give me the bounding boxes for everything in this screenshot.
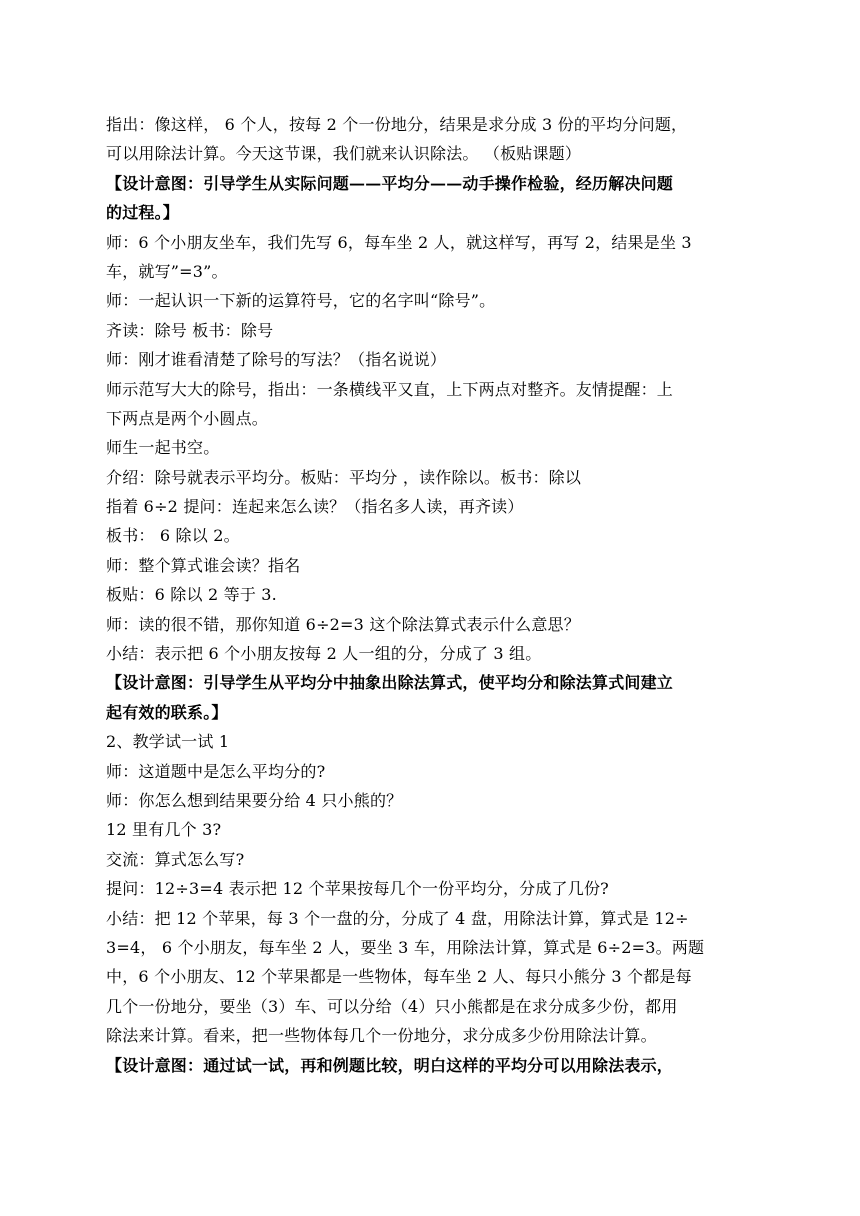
text-line: 师：刚才谁看清楚了除号的写法？（指名说说） bbox=[106, 350, 447, 370]
design-intent-line: 【设计意图：通过试一试，再和例题比较，明白这样的平均分可以用除法表示， bbox=[106, 1055, 674, 1075]
text-line: 小结：表示把 6 个小朋友按每 2 人一组的分，分成了 3 组。 bbox=[106, 644, 542, 664]
text-line: 师：读的很不错，那你知道 6÷2=3 这个除法算式表示什么意思？ bbox=[106, 614, 580, 634]
text-line: 小结：把 12 个苹果，每 3 个一盘的分，分成了 4 盘，用除法计算，算式是 12÷ bbox=[106, 908, 689, 928]
text-line: 介绍：除号就表示平均分。板贴：平均分 ，读作除以。板书：除以 bbox=[106, 467, 582, 487]
text-line: 可以用除法计算。今天这节课，我们就来认识除法。 （板贴课题） bbox=[106, 144, 582, 164]
text-line: 师：你怎么想到结果要分给 4 只小熊的？ bbox=[106, 790, 403, 810]
text-line: 交流：算式怎么写? bbox=[106, 849, 245, 869]
text-line: 提问：12÷3=4 表示把 12 个苹果按每几个一份平均分，分成了几份? bbox=[106, 879, 609, 899]
text-line: 12 里有几个 3? bbox=[106, 820, 222, 840]
text-line: 师：一起认识一下新的运算符号，它的名字叫“除号”。 bbox=[106, 291, 496, 311]
section-heading: 2、教学试一试 1 bbox=[106, 732, 230, 752]
design-intent-line: 起有效的联系。】 bbox=[106, 702, 228, 722]
text-line: 师示范写大大的除号，指出：一条横线平又直，上下两点对整齐。友情提醒：上 bbox=[106, 379, 674, 399]
text-line: 指着 6÷2 提问：连起来怎么读？（指名多人读，再齐读） bbox=[106, 497, 524, 517]
text-line: 师：整个算式谁会读？指名 bbox=[106, 555, 301, 575]
text-line: 师生一起书空。 bbox=[106, 438, 220, 458]
text-line: 车，就写”=3”。 bbox=[106, 261, 228, 281]
document-body bbox=[106, 110, 738, 1080]
text-line: 齐读：除号 板书：除号 bbox=[106, 320, 274, 340]
text-line: 师：这道题中是怎么平均分的? bbox=[106, 761, 326, 781]
design-intent-line: 【设计意图：引导学生从平均分中抽象出除法算式，使平均分和除法算式间建立 bbox=[106, 673, 674, 693]
text-line: 板贴：6 除以 2 等于 3. bbox=[106, 585, 277, 605]
text-line: 师：6 个小朋友坐车，我们先写 6，每车坐 2 人，就这样写，再写 2，结果是坐 3 bbox=[106, 232, 692, 252]
design-intent-line: 的过程。】 bbox=[106, 203, 180, 223]
text-line: 中，6 个小朋友、12 个苹果都是一些物体，每车坐 2 人、每只小熊分 3 个都是每 bbox=[106, 967, 692, 987]
text-line: 板书： 6 除以 2。 bbox=[106, 526, 240, 546]
text-line: 几个一份地分，要坐（3）车、可以分给（4）只小熊都是在求分成多少份，都用 bbox=[106, 996, 678, 1016]
text-line: 3=4， 6 个小朋友，每车坐 2 人，要坐 3 车，用除法计算，算式是 6÷2=3。两题 bbox=[106, 937, 705, 957]
text-line: 指出：像这样， 6 个人，按每 2 个一份地分，结果是求分成 3 份的平均分问题， bbox=[106, 115, 688, 134]
text-line: 下两点是两个小圆点。 bbox=[106, 408, 269, 428]
design-intent-line: 【设计意图：引导学生从实际问题——平均分——动手操作检验，经历解决问题 bbox=[106, 173, 674, 193]
text-line: 除法来计算。看来，把一些物体每几个一份地分，求分成多少份用除法计算。 bbox=[106, 1026, 657, 1046]
